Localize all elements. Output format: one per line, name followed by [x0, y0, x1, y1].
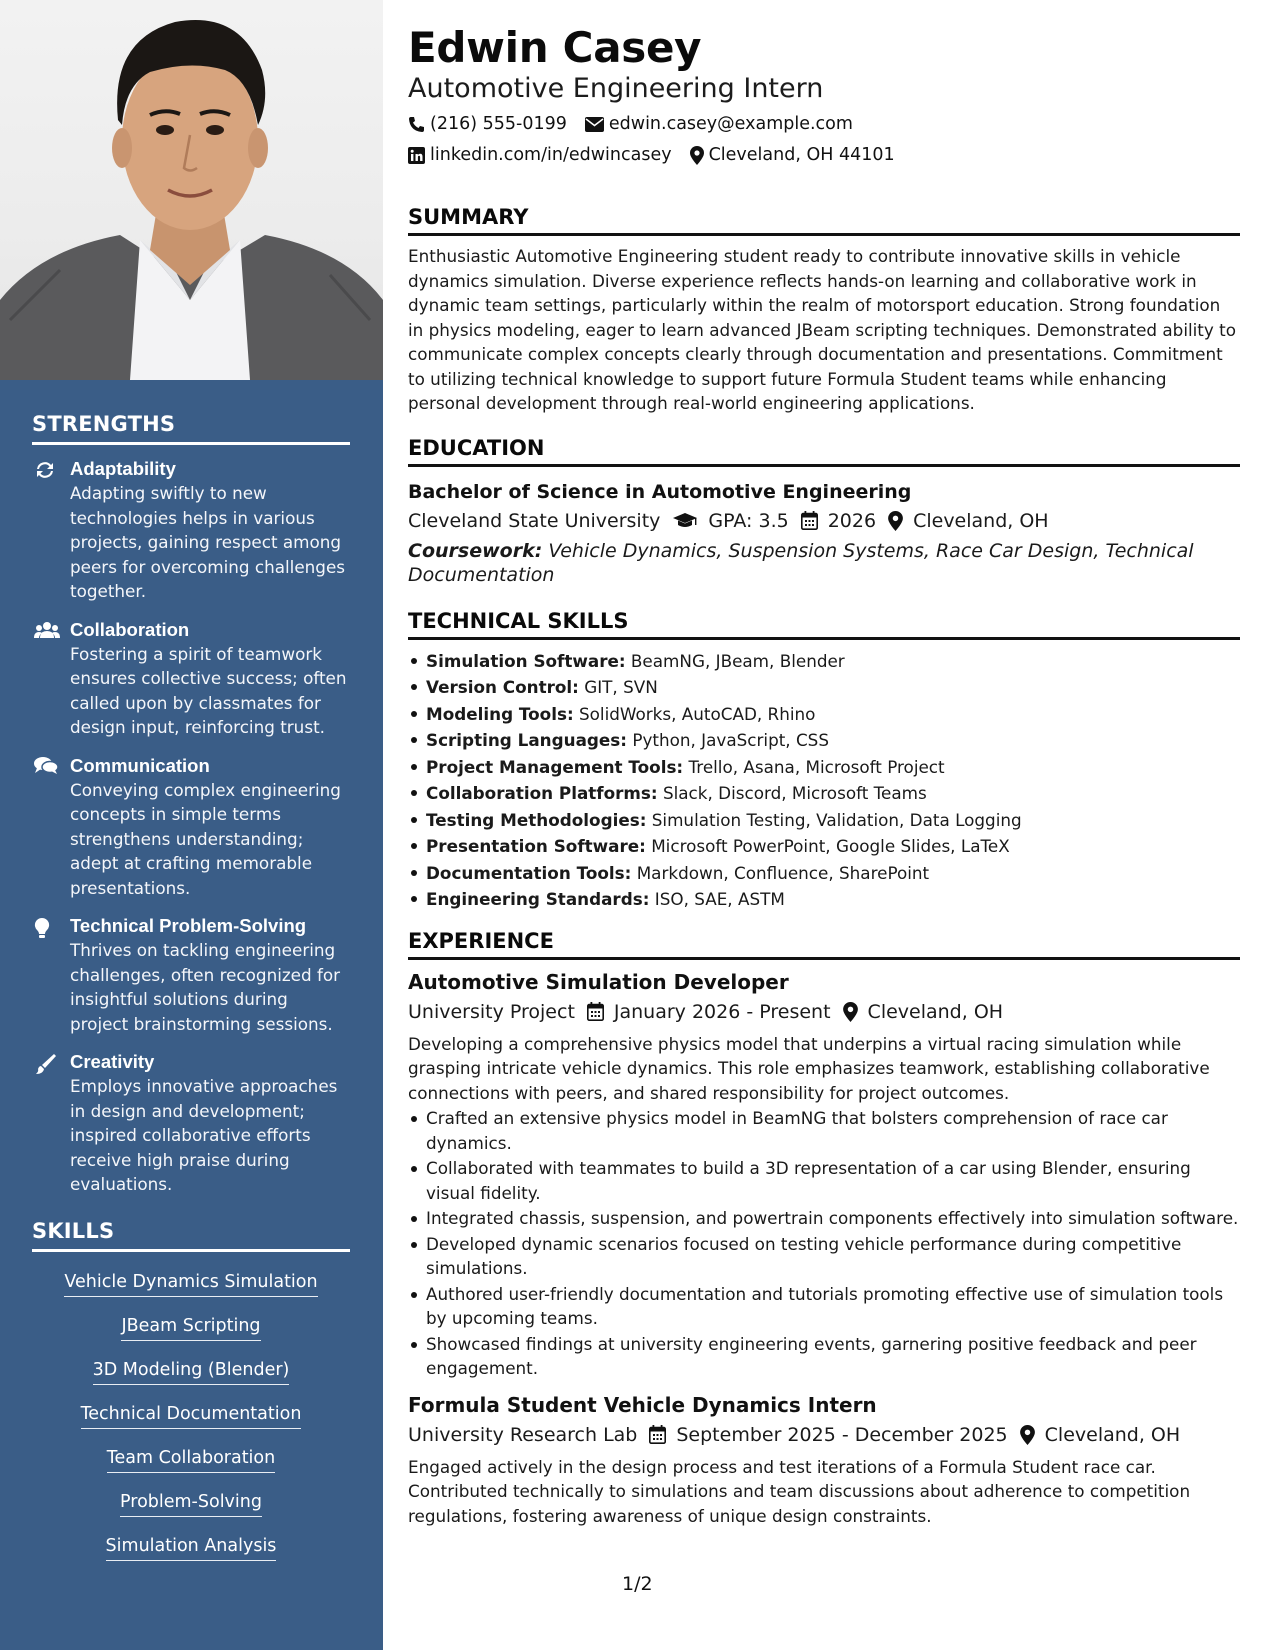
- skill-category: Engineering Standards:: [426, 889, 650, 909]
- dates-text: September 2025 - December 2025: [676, 1423, 1008, 1446]
- skill-category: Testing Methodologies:: [426, 809, 647, 830]
- contact-row-2: [408, 143, 1240, 167]
- degree: Bachelor of Science in Automotive Engineering: [408, 480, 912, 503]
- skill-item: [32, 1314, 350, 1341]
- strength-creativity: [32, 1050, 350, 1197]
- skill-values: SolidWorks, AutoCAD, Rhino: [579, 703, 816, 724]
- skill-values: Slack, Discord, Microsoft Teams: [662, 783, 927, 803]
- email-contact[interactable]: [585, 112, 853, 136]
- calendar-icon: [587, 1002, 604, 1021]
- page-number: 1/2: [622, 1573, 653, 1595]
- gpa-text: GPA: 3.5: [708, 509, 789, 532]
- job-dates: [649, 1421, 1007, 1449]
- list-item: [408, 780, 1240, 807]
- sidebar: [0, 0, 383, 1650]
- section-title: EDUCATION: [408, 434, 1240, 467]
- strength-title: Technical Problem-Solving: [70, 915, 307, 936]
- list-item: Collaborated with teammates to build a 3D representation of a car using Blender, ensuring visual fidelity.: [408, 1156, 1240, 1205]
- skill-category: Project Management Tools:: [426, 756, 684, 777]
- job-entry: [408, 968, 1240, 1381]
- lightbulb-icon: [32, 914, 70, 1036]
- skill-values: Simulation Testing, Validation, Data Logging: [651, 809, 1022, 830]
- list-item: [408, 674, 1240, 701]
- location-text: Cleveland, OH: [867, 1000, 1004, 1023]
- strength-desc: Employs innovative approaches in design and development; inspired collaborative efforts receive high praise during evaluations.: [70, 1076, 338, 1194]
- skill-list: [32, 1270, 350, 1561]
- list-item: Integrated chassis, suspension, and powertrain components effectively into simulation software.: [408, 1206, 1240, 1231]
- skill-label: 3D Modeling (Blender): [93, 1358, 290, 1385]
- school-text: Cleveland State University: [408, 509, 661, 532]
- graduation-year: [801, 507, 876, 535]
- job-bullets: [408, 1106, 1240, 1381]
- strength-title: Creativity: [70, 1051, 155, 1072]
- skill-category: Documentation Tools:: [426, 862, 632, 883]
- job-summary: Developing a comprehensive physics model that underpins a virtual racing simulation while grasping intricate vehicle dynamics. This role emphasizes teamwork, establishing collaborative connections with peers, and shared responsibility for project outcomes.: [408, 1033, 1210, 1103]
- map-marker-icon: [843, 1002, 858, 1022]
- list-item: [408, 754, 1240, 781]
- skill-label: JBeam Scripting: [121, 1314, 260, 1341]
- education-section: [408, 434, 1240, 587]
- strength-communication: [32, 754, 350, 901]
- education-location: [888, 507, 1049, 535]
- list-item: [408, 860, 1240, 887]
- strength-title: Adaptability: [70, 458, 176, 479]
- strength-title: Communication: [70, 754, 210, 776]
- strength-desc: Conveying complex engineering concepts in simple terms strengthens understanding; adept at crafting memorable presentations.: [70, 779, 341, 898]
- experience-section: [408, 927, 1240, 1529]
- job-org: [408, 1421, 637, 1449]
- coursework-label: Coursework:: [408, 539, 543, 562]
- job-meta: [408, 1421, 1240, 1449]
- list-item: Showcased findings at university engineering events, garnering positive feedback and peer engagement.: [408, 1332, 1240, 1381]
- linkedin-text: linkedin.com/in/edwincasey: [430, 145, 672, 165]
- job-org: [408, 998, 575, 1026]
- job-dates: [587, 998, 831, 1026]
- job-summary: Engaged actively in the design process and test iterations of a Formula Student race car. Contributed technically to simulations and team discussions about adherence to competition regulations, fostering awareness of unique design constraints.: [408, 1456, 1191, 1526]
- strength-desc: Adapting swiftly to new technologies helps in various projects, gaining respect among peers for overcoming challenges together.: [70, 483, 346, 601]
- linkedin-icon: [408, 147, 425, 164]
- list-item: Crafted an extensive physics model in BeamNG that bolsters comprehension of race car dynamics.: [408, 1106, 1240, 1155]
- gpa: [672, 507, 788, 535]
- strength-adaptability: [32, 457, 350, 604]
- phone-contact[interactable]: [408, 112, 567, 136]
- skill-category: Simulation Software:: [426, 650, 626, 671]
- skill-values: Markdown, Confluence, SharePoint: [636, 862, 930, 883]
- skill-values: ISO, SAE, ASTM: [654, 889, 785, 909]
- school-name: [408, 507, 660, 535]
- skill-category: Version Control:: [426, 677, 579, 697]
- list-item: [408, 701, 1240, 728]
- list-item: [408, 807, 1240, 834]
- skill-values: GIT, SVN: [584, 677, 658, 697]
- skill-values: Python, JavaScript, CSS: [632, 730, 829, 750]
- skill-category: Collaboration Platforms:: [426, 783, 658, 803]
- skill-item: [32, 1490, 350, 1517]
- job-title: Formula Student Vehicle Dynamics Intern: [408, 1392, 877, 1417]
- skill-values: BeamNG, JBeam, Blender: [630, 650, 845, 671]
- skill-item: [32, 1358, 350, 1385]
- year-text: 2026: [827, 509, 877, 532]
- email-text: edwin.casey@example.com: [608, 114, 853, 134]
- contact-row-1: [408, 112, 1240, 136]
- skill-values: Microsoft PowerPoint, Google Slides, LaTeX: [651, 836, 1010, 856]
- skill-label: Simulation Analysis: [106, 1534, 277, 1561]
- strength-desc: Fostering a spirit of teamwork ensures collective success; often called upon by classmates for design input, reinforcing trust.: [70, 643, 347, 737]
- comments-icon: [32, 754, 70, 901]
- graduation-cap-icon: [672, 512, 698, 530]
- job-meta: [408, 998, 1240, 1026]
- location-contact: [690, 143, 895, 167]
- summary-section: [408, 203, 1240, 416]
- job-title: Automotive Simulation Developer: [408, 969, 789, 994]
- list-item: [408, 886, 1240, 913]
- dates-text: January 2026 - Present: [613, 1000, 831, 1023]
- skill-label: Technical Documentation: [81, 1402, 302, 1429]
- section-title: EXPERIENCE: [408, 927, 1240, 960]
- list-item: Developed dynamic scenarios focused on testing vehicle performance during competitive simulations.: [408, 1232, 1240, 1281]
- summary-text: Enthusiastic Automotive Engineering student ready to contribute innovative skills in vehicle dynamics simulation. Diverse experience reflects hands-on learning and collaborative work in dynamic team settings, particularly within the realm of motorsport education. Strong foundation in physics modeling, eager to learn advanced JBeam scripting techniques. Demonstrated ability to communicate complex concepts clearly through documentation and presentations. Commitment to utilizing technical knowledge to support future Formula Student teams while enhancing personal development through real-world engineering applications.: [408, 246, 1236, 413]
- list-item: [408, 727, 1240, 754]
- skill-item: [32, 1402, 350, 1429]
- skill-item: [32, 1446, 350, 1473]
- skill-category: Modeling Tools:: [426, 703, 574, 724]
- paintbrush-icon: [32, 1050, 70, 1197]
- location-text: Cleveland, OH: [1044, 1423, 1181, 1446]
- linkedin-contact[interactable]: [408, 143, 672, 167]
- location-text: Cleveland, OH: [913, 509, 1049, 532]
- job-location: [843, 998, 1004, 1026]
- job-entry: [408, 1391, 1240, 1529]
- candidate-title: Automotive Engineering Intern: [408, 73, 824, 104]
- strength-desc: Thrives on tackling engineering challenges, often recognized for insightful solutions during project brainstorming sessions.: [70, 940, 341, 1034]
- profile-photo: [0, 0, 383, 380]
- skill-category: Scripting Languages:: [426, 730, 627, 750]
- section-title: TECHNICAL SKILLS: [408, 607, 1240, 640]
- strength-collaboration: [32, 618, 350, 740]
- envelope-icon: [585, 117, 604, 132]
- strengths-heading: STRENGTHS: [32, 412, 350, 445]
- map-marker-icon: [888, 511, 903, 531]
- coursework: [408, 539, 1240, 587]
- calendar-icon: [801, 511, 818, 530]
- map-marker-icon: [1020, 1425, 1035, 1445]
- job-location: [1020, 1421, 1181, 1449]
- users-icon: [32, 618, 70, 740]
- phone-text: (216) 555-0199: [430, 114, 567, 134]
- skill-label: Team Collaboration: [107, 1446, 275, 1473]
- skill-category: Presentation Software:: [426, 836, 646, 856]
- skill-label: Vehicle Dynamics Simulation: [64, 1270, 317, 1297]
- org-text: University Research Lab: [408, 1423, 638, 1446]
- list-item: [408, 833, 1240, 860]
- main-content: [408, 22, 1240, 1528]
- sidebar-content: [32, 412, 350, 1578]
- skills-heading: SKILLS: [32, 1219, 350, 1252]
- technical-skills-section: [408, 607, 1240, 913]
- coursework-text: Vehicle Dynamics, Suspension Systems, Race Car Design, Technical Documentation: [408, 539, 1194, 586]
- skill-item: [32, 1270, 350, 1297]
- skill-label: Problem-Solving: [120, 1490, 262, 1517]
- skill-values: Trello, Asana, Microsoft Project: [688, 756, 945, 777]
- education-meta: [408, 507, 1240, 535]
- technical-skills-list: [408, 648, 1240, 913]
- skill-item: [32, 1534, 350, 1561]
- section-title: SUMMARY: [408, 203, 1240, 236]
- calendar-icon: [649, 1425, 666, 1444]
- org-text: University Project: [408, 1000, 575, 1023]
- candidate-name: Edwin Casey: [408, 23, 702, 72]
- list-item: [408, 648, 1240, 675]
- list-item: Authored user-friendly documentation and tutorials promoting effective use of simulation tools by upcoming teams.: [408, 1282, 1240, 1331]
- phone-icon: [408, 116, 425, 133]
- location-text: Cleveland, OH 44101: [708, 145, 895, 165]
- strength-problem-solving: [32, 914, 350, 1036]
- strength-title: Collaboration: [70, 618, 190, 640]
- map-marker-icon: [690, 146, 704, 165]
- sync-icon: [32, 457, 70, 604]
